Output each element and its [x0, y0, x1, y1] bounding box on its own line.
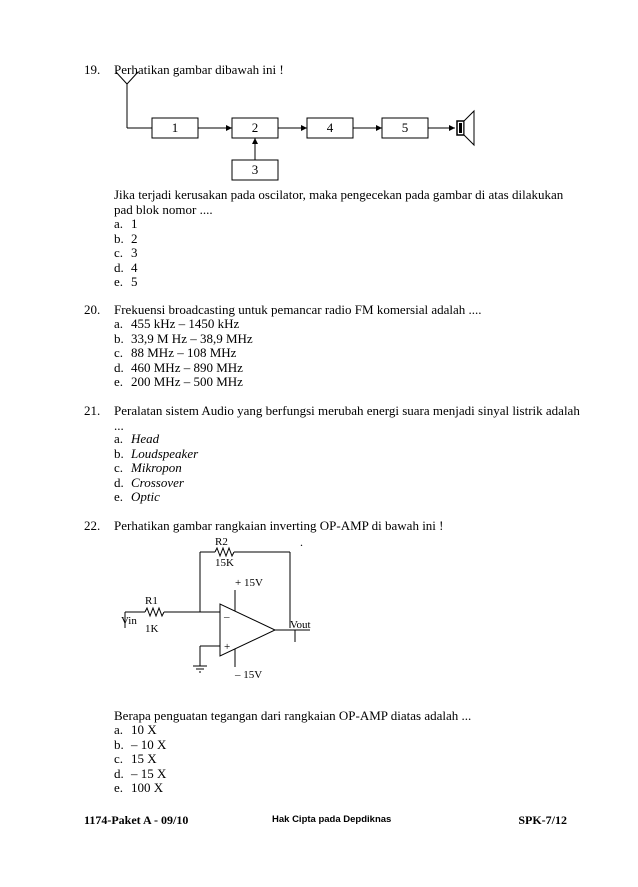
option-label: d. [114, 359, 124, 375]
r1-label: R1 [145, 595, 158, 607]
option-label: e. [114, 274, 124, 289]
arrow-head [376, 125, 382, 131]
option-text: Loudspeaker [131, 445, 199, 461]
question-text: Perhatikan gambar rangkaian inverting OP-AMP di bawah ini ! [114, 518, 444, 533]
question-number: 22. [84, 518, 101, 533]
option-b[interactable] [114, 232, 138, 247]
resistor-r2 [215, 548, 234, 556]
option-text: 15 X [131, 751, 157, 766]
r1-value: 1K [145, 623, 159, 635]
arrow-head [226, 125, 232, 131]
option-e[interactable] [114, 781, 166, 796]
option-e[interactable] [114, 375, 253, 390]
option-text: 33,9 M Hz – 38,9 MHz [131, 330, 253, 346]
option-label: b. [114, 736, 124, 752]
footer-code: 1174-Paket A - 09/10 [84, 813, 189, 827]
plus-input: + [224, 641, 231, 653]
question-number: 21. [84, 403, 101, 418]
option-c[interactable] [114, 346, 253, 361]
option-text: – 10 X [131, 736, 167, 752]
option-b[interactable] [114, 447, 198, 462]
footer-copyright: Hak Cipta pada Depdiknas [272, 814, 392, 825]
arrow-head [449, 125, 455, 131]
options-list [114, 432, 198, 505]
option-label: d. [114, 259, 124, 275]
speaker-magnet [459, 123, 462, 133]
option-text: 10 X [131, 722, 157, 737]
option-text: 1 [131, 216, 138, 231]
question-number: 20. [84, 302, 101, 317]
arrow-head [252, 138, 258, 144]
option-text: – 15 X [131, 765, 167, 781]
option-a[interactable] [114, 217, 138, 232]
option-label: a. [114, 722, 124, 737]
option-label: a. [114, 216, 124, 231]
options-list [114, 723, 166, 796]
option-text: 100 X [131, 780, 164, 795]
option-d[interactable] [114, 361, 253, 376]
vplus-label: + 15V [235, 577, 263, 589]
option-text: 88 MHz – 108 MHz [131, 345, 237, 360]
option-b[interactable] [114, 332, 253, 347]
arrow-head [301, 125, 307, 131]
option-c[interactable] [114, 246, 138, 261]
vin-label: Vin [121, 615, 137, 627]
speaker-cone [464, 111, 474, 145]
opamp-circuit [115, 532, 325, 682]
option-text: Mikropon [131, 460, 182, 475]
option-label: b. [114, 330, 124, 346]
option-label: c. [114, 245, 124, 260]
option-label: a. [114, 316, 124, 331]
option-label: c. [114, 345, 124, 360]
block-diagram [100, 70, 500, 185]
option-text: Optic [131, 489, 160, 504]
option-label: a. [114, 431, 124, 446]
option-label: c. [114, 460, 124, 475]
option-b[interactable] [114, 738, 166, 753]
block-5-label: 5 [401, 120, 409, 135]
option-e[interactable] [114, 490, 198, 505]
option-e[interactable] [114, 275, 138, 290]
option-label: b. [114, 230, 124, 246]
vminus-label: – 15V [235, 669, 263, 681]
option-a[interactable] [114, 432, 198, 447]
block-1-label: 1 [171, 120, 179, 135]
option-label: b. [114, 445, 124, 461]
minus-input: – [224, 611, 230, 623]
option-d[interactable] [114, 767, 166, 782]
stray-mark: . [300, 535, 303, 549]
option-label: e. [114, 780, 124, 795]
option-text: 460 MHz – 890 MHz [131, 359, 243, 375]
r2-label: R2 [215, 536, 228, 548]
resistor-r1 [145, 608, 164, 616]
option-label: e. [114, 489, 124, 504]
option-text: Crossover [131, 474, 184, 490]
option-text: 4 [131, 259, 138, 275]
options-list [114, 217, 138, 290]
question-text-line: Peralatan sistem Audio yang berfungsi merubah energi suara menjadi sinyal listrik adalah [114, 403, 580, 418]
option-text: 3 [131, 245, 138, 260]
option-d[interactable] [114, 261, 138, 276]
question-text [114, 403, 589, 433]
question-text: Frekuensi broadcasting untuk pemancar radio FM komersial adalah .... [114, 302, 482, 317]
option-text: Head [131, 431, 160, 446]
option-label: c. [114, 751, 124, 766]
option-text: 5 [131, 274, 138, 289]
options-list [114, 317, 253, 390]
option-a[interactable] [114, 723, 166, 738]
question-text-line: ... [114, 418, 124, 433]
question-body: Berapa penguatan tegangan dari rangkaian OP-AMP diatas adalah ... [114, 708, 472, 723]
r2-value: 15K [215, 557, 234, 569]
antenna-right [127, 72, 138, 84]
option-text: 2 [131, 230, 138, 246]
block-2-label: 2 [251, 120, 259, 135]
option-text: 455 kHz – 1450 kHz [131, 316, 240, 331]
option-label: e. [114, 374, 124, 389]
block-4-label: 4 [326, 120, 334, 135]
block-3-label: 3 [251, 162, 259, 177]
option-d[interactable] [114, 476, 198, 491]
option-label: d. [114, 765, 124, 781]
vout-label: Vout [290, 619, 311, 631]
antenna-left [116, 72, 127, 84]
question-number: 19. [84, 62, 101, 77]
question-text: Perhatikan gambar dibawah ini ! [114, 62, 284, 77]
option-a[interactable] [114, 317, 253, 332]
option-c[interactable] [114, 752, 166, 767]
option-text: 200 MHz – 500 MHz [131, 374, 243, 389]
question-body-line: pad blok nomor .... [114, 202, 213, 217]
option-c[interactable] [114, 461, 198, 476]
question-body-line: Jika terjadi kerusakan pada oscilator, maka pengecekan pada gambar di atas dilakukan [114, 187, 564, 202]
footer-page-number: SPK-7/12 [518, 813, 567, 827]
option-label: d. [114, 474, 124, 490]
